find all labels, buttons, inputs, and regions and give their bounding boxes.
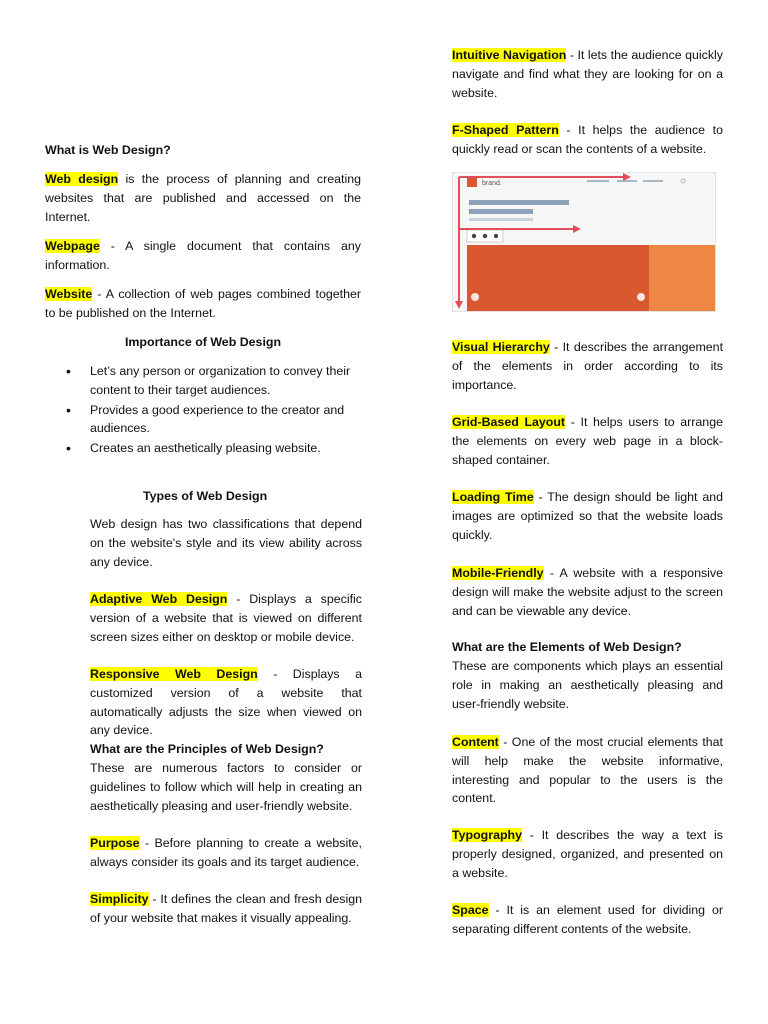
heading-elements: What are the Elements of Web Design? bbox=[452, 640, 682, 654]
definition-website bbox=[45, 285, 361, 323]
definition-text: - Before planning to create a website, always consider its goals and its target audience. bbox=[90, 836, 362, 869]
definition-text: - A collection of web pages combined together to be published on the Internet. bbox=[45, 287, 361, 320]
definition-text: - It describes the arrangement of the elements in order according to its importance. bbox=[452, 340, 724, 392]
term-loading-time: Loading Time bbox=[452, 490, 534, 504]
element-typography bbox=[452, 826, 723, 882]
definition-text: - It is an element used for dividing or separating different contents of the website. bbox=[452, 903, 723, 936]
element-space bbox=[452, 901, 723, 939]
nav-link-bar bbox=[643, 180, 663, 182]
definition-adaptive bbox=[90, 590, 362, 646]
definition-web-design bbox=[45, 170, 361, 226]
term-adaptive: Adaptive Web Design bbox=[90, 592, 228, 606]
term-webpage: Webpage bbox=[45, 239, 100, 253]
dot-icon bbox=[494, 234, 498, 238]
definition-webpage bbox=[45, 237, 361, 275]
prev-arrow-icon bbox=[471, 293, 479, 301]
hero-side-panel bbox=[649, 245, 715, 311]
term-simplicity: Simplicity bbox=[90, 892, 149, 906]
dot-icon bbox=[483, 234, 487, 238]
definition-text: - Displays a specific version of a website that is viewed on different screen sizes either on desktop or mobile device. bbox=[90, 592, 362, 644]
term-grid-layout: Grid-Based Layout bbox=[452, 415, 566, 429]
term-navigation: Intuitive Navigation bbox=[452, 48, 567, 62]
dot-icon bbox=[472, 234, 476, 238]
term-website: Website bbox=[45, 287, 93, 301]
term-mobile-friendly: Mobile-Friendly bbox=[452, 566, 544, 580]
f-pattern-illustration bbox=[452, 172, 716, 312]
principle-visual-hierarchy bbox=[452, 338, 723, 394]
definition-text: is the process of planning and creating websites that are published and accessed on the Internet. bbox=[45, 172, 361, 224]
definition-text: - A website with a responsive design will make the website adjust to the screen and can be viewable any device. bbox=[452, 566, 723, 618]
definition-text: - Displays a customized version of a website that automatically adjusts the size when viewed on any device. bbox=[90, 667, 362, 738]
heading-types: Types of Web Design bbox=[143, 489, 268, 503]
definition-text: - The design should be light and images are optimized so that the website loads quickly. bbox=[452, 490, 724, 542]
term-responsive: Responsive Web Design bbox=[90, 667, 258, 681]
principle-grid-layout bbox=[452, 413, 723, 469]
list-item: • Let’s any person or organization to convey their content to their target audiences. bbox=[90, 362, 390, 400]
definition-text: - It defines the clean and fresh design of your website that makes it visually appealing. bbox=[90, 892, 362, 925]
importance-list bbox=[64, 362, 390, 459]
principle-loading-time bbox=[452, 488, 723, 544]
heading-what-is-web-design: What is Web Design? bbox=[45, 143, 171, 157]
term-typography: Typography bbox=[452, 828, 522, 842]
definition-responsive bbox=[90, 665, 362, 740]
term-purpose: Purpose bbox=[90, 836, 140, 850]
next-arrow-icon bbox=[637, 293, 645, 301]
types-intro: Web design has two classifications that depend on the website's style and its view ability across any device. bbox=[90, 517, 362, 569]
term-f-shaped: F-Shaped Pattern bbox=[452, 123, 559, 137]
principle-purpose bbox=[90, 834, 362, 872]
principle-f-shaped bbox=[452, 121, 723, 159]
list-item: • Creates an aesthetically pleasing website. bbox=[90, 439, 390, 458]
term-visual-hierarchy: Visual Hierarchy bbox=[452, 340, 550, 354]
definition-text: - A single document that contains any information. bbox=[45, 239, 361, 272]
term-space: Space bbox=[452, 903, 489, 917]
brand-label: brand. bbox=[482, 180, 502, 187]
elements-intro: These are components which plays an essential role in making an aesthetically pleasing and user-friendly website. bbox=[452, 659, 723, 711]
definition-text: - One of the most crucial elements that will help make the website informative, interesting and popular to the users is the content. bbox=[452, 735, 723, 806]
subhead-bar bbox=[469, 209, 533, 214]
principles-intro: These are numerous factors to consider or guidelines to follow which will help in creating an aesthetically pleasing and user-friendly website. bbox=[90, 761, 362, 813]
term-content: Content bbox=[452, 735, 499, 749]
heading-importance: Importance of Web Design bbox=[124, 335, 282, 349]
list-item: • Provides a good experience to the creator and audiences. bbox=[90, 401, 390, 439]
principle-navigation bbox=[452, 46, 723, 102]
term-web-design: Web design bbox=[45, 172, 119, 186]
brand-logo-icon bbox=[467, 177, 477, 187]
heading-principles: What are the Principles of Web Design? bbox=[90, 742, 324, 756]
element-content bbox=[452, 733, 723, 808]
principle-mobile-friendly bbox=[452, 564, 723, 620]
headline-bar bbox=[469, 200, 569, 205]
f-pattern-svg bbox=[453, 173, 715, 311]
definition-text: - It describes the way a text is properly designed, organized, and presented on a website. bbox=[452, 828, 723, 880]
hero-panel bbox=[467, 245, 649, 311]
definition-text: - It helps users to arrange the elements on every web page in a block-shaped container. bbox=[452, 415, 723, 467]
nav-link-bar bbox=[617, 180, 637, 182]
text-line-bar bbox=[469, 218, 533, 221]
definition-text: - It helps the audience to quickly read or scan the contents of a website. bbox=[452, 123, 723, 156]
nav-link-bar bbox=[587, 180, 609, 182]
principle-simplicity bbox=[90, 890, 362, 928]
definition-text: - It lets the audience quickly navigate and find what they are looking for on a website. bbox=[452, 48, 724, 100]
